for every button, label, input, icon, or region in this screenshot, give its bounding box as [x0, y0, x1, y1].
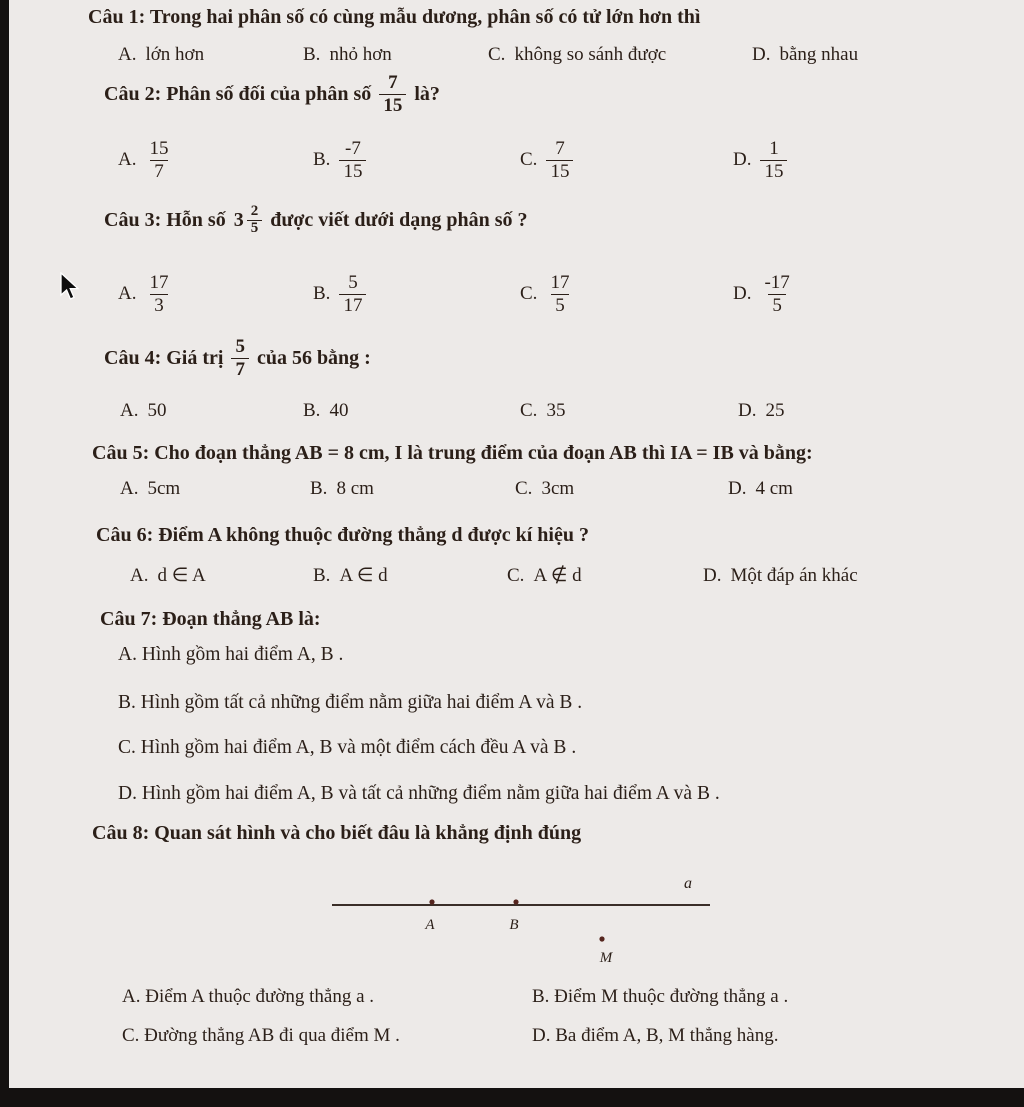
fraction-numerator: 2 — [250, 203, 259, 219]
option-6c-text: A ∉ d — [533, 565, 582, 586]
option-5b-label: B. — [310, 478, 328, 499]
option-4a — [120, 400, 303, 422]
option-3b — [313, 272, 520, 317]
option-5b — [310, 478, 515, 500]
option-1d — [752, 44, 858, 66]
question-4-prefix: Câu 4: Giá trị — [104, 346, 224, 369]
question-3-options — [118, 272, 794, 317]
option-8b: B. Điểm M thuộc đường thẳng a . — [532, 986, 789, 1007]
option-3a — [118, 272, 313, 317]
option-1b — [303, 44, 488, 66]
option-6a — [130, 564, 313, 587]
question-7-title — [100, 608, 321, 631]
fraction-numerator: 17 — [550, 272, 570, 293]
question-3-prefix: Câu 3: Hỗn số — [104, 208, 226, 231]
point-b-dot — [513, 899, 518, 904]
option-5a — [120, 478, 310, 500]
option-4d — [738, 400, 784, 422]
fraction-numerator: 7 — [388, 72, 398, 93]
fraction-numerator: -7 — [345, 138, 361, 159]
left-border — [0, 0, 9, 1107]
option-5c-text: 3cm — [541, 478, 575, 499]
option-4d-label: D. — [738, 400, 757, 421]
option-3d-label: D. — [733, 283, 752, 305]
option-3c-label: C. — [520, 283, 538, 305]
option-1b-text: nhỏ hơn — [329, 44, 392, 65]
fraction-denominator: 7 — [150, 160, 168, 183]
option-2b-label: B. — [313, 149, 331, 171]
question-3-title — [104, 204, 528, 237]
option-6b-label: B. — [313, 564, 331, 586]
option-6a-text: d ∈ A — [157, 565, 206, 586]
question-8-title-text: Câu 8: Quan sát hình và cho biết đâu là khẳng định đúng — [92, 822, 582, 844]
option-2a-fraction — [145, 138, 172, 183]
option-4c-text: 35 — [546, 400, 566, 421]
question-3-suffix: được viết dưới dạng phân số ? — [270, 208, 528, 231]
option-5a-text: 5cm — [147, 478, 181, 499]
cursor-arrow — [61, 273, 78, 299]
option-4c — [520, 400, 738, 422]
option-2b — [313, 138, 520, 183]
fraction-numerator: -17 — [764, 272, 790, 293]
question-1-title-text: Câu 1: Trong hai phân số có cùng mẫu dương, phân số có tử lớn hơn thì — [88, 6, 701, 28]
option-1a — [118, 44, 303, 66]
option-3d — [733, 272, 794, 317]
option-3b-label: B. — [313, 283, 331, 305]
question-4-fraction — [231, 336, 249, 381]
fraction-denominator: 15 — [339, 160, 366, 183]
option-1c-text: không so sánh được — [514, 44, 667, 65]
option-3a-label: A. — [118, 283, 137, 305]
option-2a — [118, 138, 313, 183]
fraction-numerator: 1 — [769, 138, 779, 159]
fraction-denominator: 5 — [551, 294, 569, 317]
option-5c-label: C. — [515, 478, 533, 499]
question-5-title-text: Câu 5: Cho đoạn thẳng AB = 8 cm, I là trung điểm của đoạn AB thì IA = IB và bằng: — [92, 442, 813, 464]
fraction-numerator: 7 — [555, 138, 565, 159]
question-3-mixed-number — [234, 204, 263, 237]
option-3b-fraction — [339, 272, 366, 317]
option-3d-fraction — [760, 272, 793, 317]
fraction-numerator: 15 — [149, 138, 169, 159]
point-m-dot — [599, 936, 604, 941]
option-4d-text: 25 — [765, 400, 785, 421]
option-2b-fraction — [339, 138, 366, 183]
option-1b-label: B. — [303, 44, 321, 65]
question-6-title — [96, 524, 589, 547]
question-8-title — [92, 822, 581, 845]
option-6c-label: C. — [507, 564, 525, 586]
option-3a-fraction — [145, 272, 172, 317]
fraction-denominator: 7 — [231, 358, 249, 381]
point-a-dot — [429, 899, 434, 904]
question-2-title — [104, 72, 440, 117]
question-7-title-text: Câu 7: Đoạn thẳng AB là: — [100, 608, 321, 630]
point-b-label: B — [509, 917, 519, 933]
question-5-options — [120, 478, 793, 500]
question-8-options — [122, 986, 788, 1047]
option-2c — [520, 138, 733, 183]
question-6-options — [130, 564, 858, 587]
option-1c-label: C. — [488, 44, 506, 65]
option-5d-label: D. — [728, 478, 747, 499]
mixed-fraction — [247, 204, 263, 237]
question-1-options — [118, 44, 858, 66]
fraction-numerator: 5 — [235, 336, 245, 357]
fraction-denominator: 17 — [339, 294, 366, 317]
fraction-denominator: 15 — [546, 160, 573, 183]
bottom-border — [0, 1088, 1024, 1107]
question-5-title — [92, 442, 813, 465]
option-4b-label: B. — [303, 400, 321, 421]
question-1-title — [88, 6, 700, 29]
option-1d-label: D. — [752, 44, 771, 65]
option-2d-fraction — [760, 138, 787, 183]
option-4a-label: A. — [120, 400, 139, 421]
option-5a-label: A. — [120, 478, 139, 499]
question-2-prefix: Câu 2: Phân số đối của phân số — [104, 82, 372, 105]
question-4-suffix: của 56 bằng : — [256, 346, 371, 369]
point-a-label: A — [425, 917, 435, 933]
option-5b-text: 8 cm — [336, 478, 374, 499]
option-5d — [728, 478, 793, 500]
fraction-denominator: 5 — [768, 294, 786, 317]
question-2-fraction — [379, 72, 406, 117]
fraction-denominator: 15 — [379, 94, 406, 117]
fraction-denominator: 5 — [247, 220, 263, 237]
option-2a-label: A. — [118, 149, 137, 171]
option-7a: A. Hình gồm hai điểm A, B . — [118, 644, 344, 665]
option-3c — [520, 272, 733, 317]
option-1a-text: lớn hơn — [145, 44, 205, 65]
option-5d-text: 4 cm — [755, 478, 793, 499]
option-2c-fraction — [546, 138, 573, 183]
question-4-options — [120, 400, 784, 422]
option-7b: B. Hình gồm tất cả những điểm nằm giữa hai điểm A và B . — [118, 692, 583, 713]
option-2d — [733, 138, 787, 183]
question-2-suffix: là? — [414, 82, 440, 105]
option-4b-text: 40 — [329, 400, 349, 421]
option-3c-fraction — [546, 272, 573, 317]
geometry-figure — [318, 862, 728, 977]
option-4a-text: 50 — [147, 400, 167, 421]
option-6b-text: A ∈ d — [339, 565, 388, 586]
question-4-title — [104, 336, 371, 381]
fraction-numerator: 17 — [149, 272, 169, 293]
option-2c-label: C. — [520, 149, 538, 171]
option-6a-label: A. — [130, 564, 149, 586]
option-8d: D. Ba điểm A, B, M thẳng hàng. — [532, 1025, 779, 1046]
fraction-denominator: 3 — [150, 294, 168, 317]
option-2d-label: D. — [733, 149, 752, 171]
line-a-label: a — [684, 875, 692, 892]
option-6d — [703, 565, 858, 587]
option-4b — [303, 400, 520, 422]
point-m-label: M — [599, 950, 613, 966]
option-6d-label: D. — [703, 564, 722, 586]
fraction-numerator: 5 — [348, 272, 358, 293]
option-5c — [515, 478, 728, 500]
fraction-denominator: 15 — [760, 160, 787, 183]
option-8c: C. Đường thẳng AB đi qua điểm M . — [122, 1025, 400, 1046]
mouse-cursor-icon — [58, 272, 82, 302]
option-1c — [488, 44, 752, 66]
option-6c — [507, 564, 703, 587]
option-8a: A. Điểm A thuộc đường thẳng a . — [122, 986, 375, 1007]
mixed-whole: 3 — [233, 208, 244, 231]
option-7c: C. Hình gồm hai điểm A, B và một điểm cách đều A và B . — [118, 737, 577, 758]
option-6d-text: Một đáp án khác — [730, 564, 858, 586]
question-6-title-text: Câu 6: Điểm A không thuộc đường thẳng d được kí hiệu ? — [96, 524, 589, 546]
question-2-options — [118, 138, 787, 183]
option-1a-label: A. — [118, 44, 137, 65]
option-7d: D. Hình gồm hai điểm A, B và tất cả những điểm nằm giữa hai điểm A và B . — [118, 783, 720, 804]
option-1d-text: bằng nhau — [779, 44, 859, 65]
option-6b — [313, 564, 507, 587]
option-4c-label: C. — [520, 400, 538, 421]
